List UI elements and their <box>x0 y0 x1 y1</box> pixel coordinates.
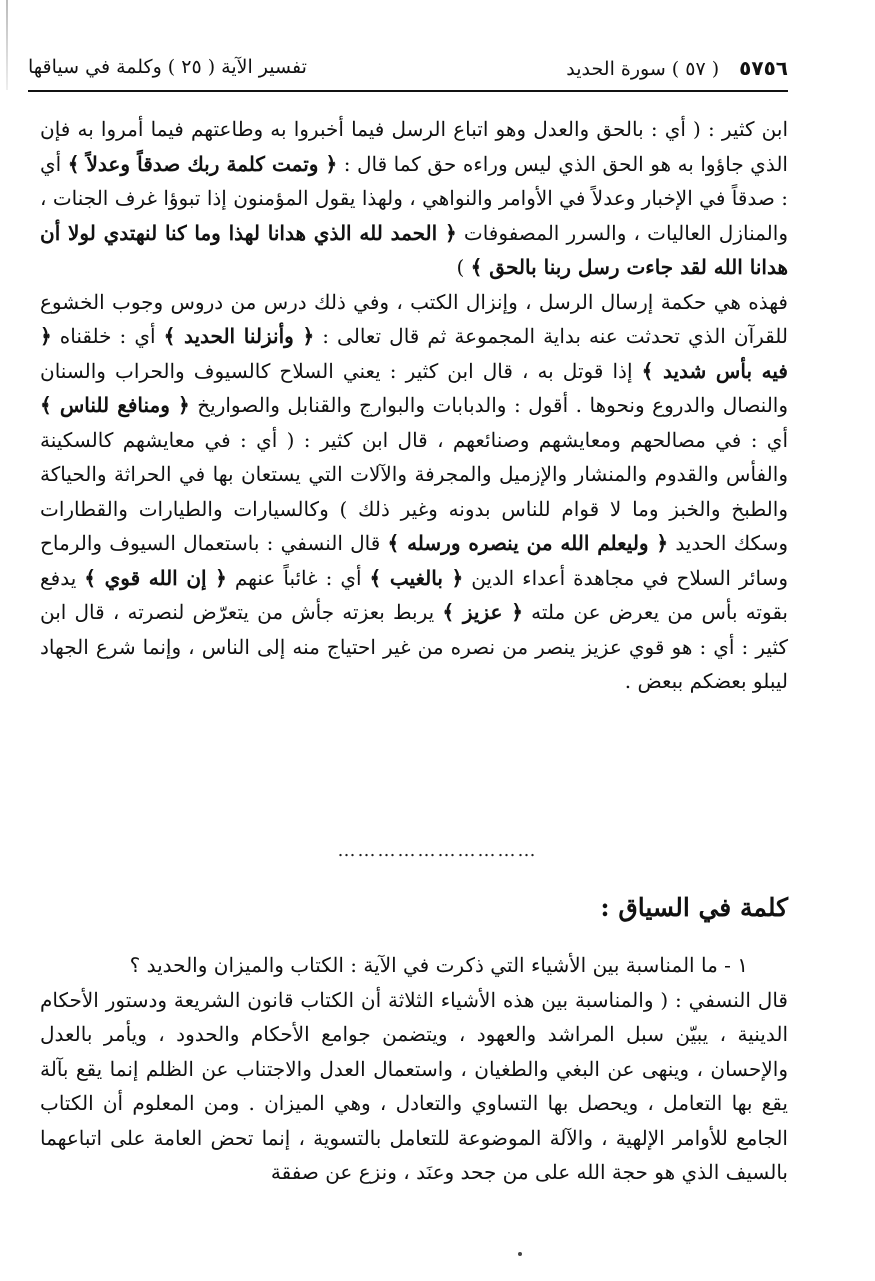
main-text <box>40 112 788 699</box>
section-text <box>40 948 788 1190</box>
commentary-text: ) <box>456 255 471 279</box>
quran-verse: ﴿ إن الله قوي ﴾ <box>84 565 227 590</box>
commentary-text: ابن كثير : ( أي : بالحق والعدل وهو اتباع الرسل فيما أخبروا به وطاعتهم فيما أمروا به فإن الذي جاؤوا به هو الحق الذي ليس وراءه حق كما قال : <box>40 117 788 176</box>
scan-edge-mark <box>6 0 8 90</box>
quran-verse: ﴿ بالغيب ﴾ <box>369 565 464 590</box>
quran-verse: ﴿ فيه بأس شديد ﴾ <box>40 324 788 383</box>
header-topic: تفسير الآية ( ٢٥ ) وكلمة في سياقها <box>28 56 307 78</box>
section-title: كلمة في السياق : <box>600 893 788 922</box>
running-header <box>28 50 788 92</box>
quran-verse: ﴿ وأنزلنا الحديد ﴾ <box>163 324 315 348</box>
surah-title: ( ٥٧ ) سورة الحديد <box>566 58 720 80</box>
commentary-text: يدفع بقوته بأس من يعرض عن ملته <box>40 565 789 624</box>
commentary-text: أي : غائباً عنهم <box>226 565 370 590</box>
question-1: ١ - ما المناسبة بين الأشياء التي ذكرت في الآية : الكتاب والميزان والحديد ؟ <box>129 953 748 977</box>
paragraph-2 <box>40 285 788 699</box>
commentary-text: أي : في مصالحهم ومعايشهم وصنائعهم ، قال ابن كثير : ( أي : في معايشهم كالسكينة والفأس والقدوم والمنشار والإزميل والمجرفة والآلات التي يستعان بها في الحراثة والحياكة والطبخ والخبز وما لا قوام للناس بدونه وغير ذلك ) وكالسيارات والطيارات والقطارات وسكك الحديد <box>40 427 789 555</box>
quran-verse: ﴿ عزيز ﴾ <box>442 600 523 624</box>
page-number: ٥٧٥٦ <box>739 56 788 80</box>
section-separator: ………………………… <box>337 840 538 861</box>
question-1-answer: قال النسفي : ( والمناسبة بين هذه الأشياء الثلاثة أن الكتاب قانون الشريعة ودستور الأحكام الدينية ، يبيّن سبل المراشد والعهود ، ويتضمن جوامع الأحكام والحدود ، ويأمر بالعدل والإحسان ، وينهى عن البغي والطغيان ، واستعمال العدل والاجتناب عن الظلم إنما يقع بآلة يقع بها التعامل ، ويحصل بها التساوي والتعادل ، وهي الميزان . ومن المعلوم أن الكتاب الجامع للأوامر الإلهية ، والآلة الموضوعة للتعامل بالتسوية ، إنما تحض العامة على اتباعهما بالسيف الذي هو حجة الله على من جحد وعنَد ، ونزع عن صفقة <box>40 987 788 1184</box>
commentary-text: يربط بعزته جأش من يتعرّض لنصرته ، قال ابن كثير : أي : هو قوي عزيز ينصر من نصره من غير احتياج منه إلى الناس ، وإنما شرع الجهاد ليبلو بعضكم ببعض . <box>40 600 788 693</box>
commentary-text: أي : خلقناه <box>51 324 164 348</box>
quran-verse: ﴿ وليعلم الله من ينصره ورسله ﴾ <box>387 531 669 555</box>
commentary-text: إذا قوتل به ، قال ابن كثير : يعني السلاح كالسيوف والحراب والسنان والنصال والدروع ونحوها . أقول : والدبابات والبوارج والقنابل والصواريخ <box>40 358 789 417</box>
commentary-text: قال النسفي : باستعمال السيوف والرماح وسائر السلاح في مجاهدة أعداء الدين <box>40 531 788 590</box>
page-dot <box>518 1252 522 1256</box>
paragraph-1 <box>40 112 788 285</box>
quran-verse: ﴿ الحمد لله الذي هدانا لهذا وما كنا لنهتدي لولا أن هدانا الله لقد جاءت رسل ربنا بالحق ﴾ <box>40 220 788 279</box>
header-right <box>566 56 788 80</box>
commentary-text: فهذه هي حكمة إرسال الرسل ، وإنزال الكتب ، وفي ذلك درس من دروس وجوب الخشوع للقرآن الذي تحدثت عنه بداية المجموعة ثم قال تعالى : <box>40 289 788 348</box>
commentary-text: أي : صدقاً في الإخبار وعدلاً في الأوامر والنواهي ، ولهذا يقول المؤمنون إذا تبوؤا غرف الجنات ، والمنازل العاليات ، والسرر المصفوفات <box>40 151 788 245</box>
quran-verse: ﴿ وتمت كلمة ربك صدقاً وعدلاً ﴾ <box>67 151 338 176</box>
quran-verse: ﴿ ومنافع للناس ﴾ <box>40 393 190 417</box>
